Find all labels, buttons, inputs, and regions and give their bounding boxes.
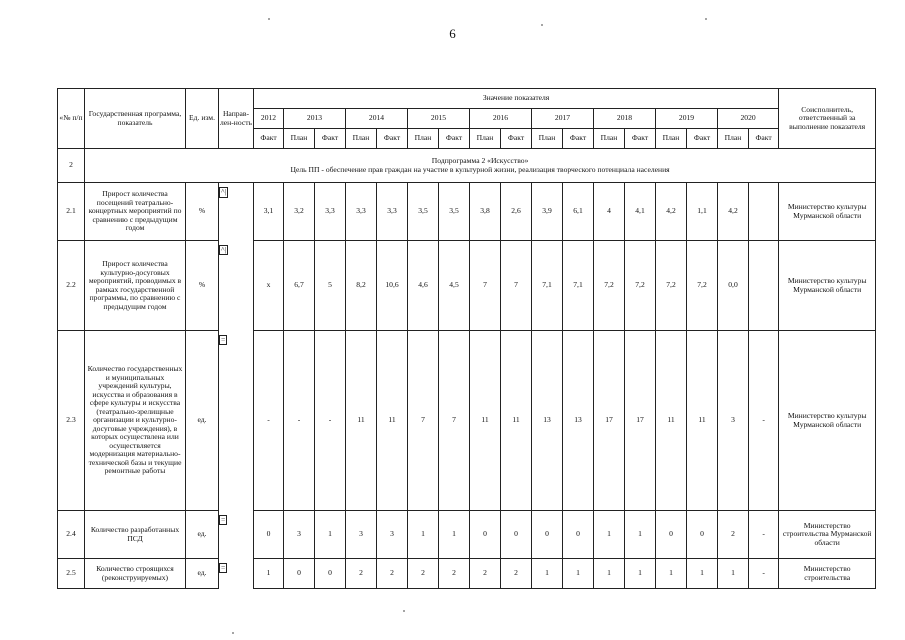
table-row [58, 331, 876, 511]
value-cell: 1 [254, 559, 284, 589]
year-2019: 2019 [656, 109, 718, 129]
value-cell: - [749, 511, 779, 559]
table-row [58, 183, 876, 241]
value-cell: 1 [439, 511, 470, 559]
value-cell: 11 [501, 331, 532, 511]
direction-icon: ^| [221, 244, 227, 254]
responsible-cell: Министерство строительства Мурманской области [779, 511, 876, 559]
value-cell: 11 [687, 331, 718, 511]
value-cell: 17 [625, 331, 656, 511]
value-cell: 2 [408, 559, 439, 589]
value-cell: 7,2 [687, 241, 718, 331]
value-cell: 7 [470, 241, 501, 331]
value-cell: 0,0 [718, 241, 749, 331]
subprogram-name: Подпрограмма 2 «Искусство» [431, 156, 529, 165]
unit-cell: ед. [186, 331, 219, 511]
fact-header: Факт [254, 129, 284, 149]
value-cell: 0 [532, 511, 563, 559]
value-cell: х [254, 241, 284, 331]
value-cell: 7,1 [563, 241, 594, 331]
row-number: 2.5 [58, 559, 85, 589]
header-unit: Ед. изм. [186, 89, 219, 149]
value-cell: 7,2 [625, 241, 656, 331]
value-cell: 1 [563, 559, 594, 589]
value-cell: 2,6 [501, 183, 532, 241]
scan-speck [705, 18, 707, 20]
value-cell: 3,5 [408, 183, 439, 241]
table-row [58, 511, 876, 559]
value-cell: - [749, 559, 779, 589]
indicator-name: Прирост количества культурно-досуговых мероприятий, проводимых в рамках государственной программы, по сравнению с предыдущим годом [85, 241, 186, 331]
value-cell: 0 [470, 511, 501, 559]
value-cell [749, 241, 779, 331]
value-cell: 17 [594, 331, 625, 511]
value-cell: 1 [625, 511, 656, 559]
value-cell: 1 [718, 559, 749, 589]
value-cell: 11 [346, 331, 377, 511]
value-cell: 0 [656, 511, 687, 559]
indicators-table [57, 88, 876, 589]
value-cell: 13 [563, 331, 594, 511]
plan-header: План [470, 129, 501, 149]
scan-speck [232, 632, 234, 634]
value-cell: 6,7 [284, 241, 315, 331]
year-2017: 2017 [532, 109, 594, 129]
year-2012: 2012 [254, 109, 284, 129]
indicator-name: Прирост количества посещений театрально-концертных мероприятий по сравнению с предыдущим годом [85, 183, 186, 241]
year-2015: 2015 [408, 109, 470, 129]
value-cell: 4,1 [625, 183, 656, 241]
responsible-cell: Министерство культуры Мурманской области [779, 331, 876, 511]
value-cell: - [284, 331, 315, 511]
value-cell: 11 [377, 331, 408, 511]
value-cell: 3 [346, 511, 377, 559]
direction-icon: = [221, 562, 226, 572]
value-cell: 4,5 [439, 241, 470, 331]
fact-header: Факт [439, 129, 470, 149]
value-cell: 3 [718, 331, 749, 511]
unit-cell: ед. [186, 559, 219, 589]
value-cell: 4,2 [656, 183, 687, 241]
subprogram-row [58, 149, 876, 183]
unit-cell: % [186, 183, 219, 241]
value-cell: 1 [656, 559, 687, 589]
table-row [58, 241, 876, 331]
value-cell: 0 [563, 511, 594, 559]
fact-header: Факт [501, 129, 532, 149]
value-cell: - [254, 331, 284, 511]
value-cell: 3,8 [470, 183, 501, 241]
unit-cell: % [186, 241, 219, 331]
subprogram-goal: Цель ПП - обеспечение прав граждан на участие в культурной жизни, реализация творческого потенциала населения [290, 164, 670, 174]
responsible-cell: Министерство культуры Мурманской области [779, 241, 876, 331]
row-number: 2.4 [58, 511, 85, 559]
responsible-cell: Министерство культуры Мурманской области [779, 183, 876, 241]
plan-header: План [284, 129, 315, 149]
indicator-name: Количество разработанных ПСД [85, 511, 186, 559]
direction-icon: = [221, 334, 226, 344]
value-cell: 2 [377, 559, 408, 589]
plan-header: План [532, 129, 563, 149]
value-cell: 3,2 [284, 183, 315, 241]
direction-icon: = [221, 514, 226, 524]
value-cell: 1 [625, 559, 656, 589]
header-program: Государственная программа, показатель [85, 89, 186, 149]
subprogram-title [85, 149, 876, 183]
fact-header: Факт [687, 129, 718, 149]
value-cell: 7,1 [532, 241, 563, 331]
value-cell: 11 [470, 331, 501, 511]
indicator-name: Количество государственных и муниципальных учреждений культуры, искусства и образования в сфере культуры и искусства (театрально-зрелищные организации и культурно-досуговые учреждения), в которых осуществлена или осуществляется модернизация материально-технической базы и текущие ремонтные работы [85, 331, 186, 511]
value-cell: 1,1 [687, 183, 718, 241]
value-cell: 3,9 [532, 183, 563, 241]
value-cell: 10,6 [377, 241, 408, 331]
direction-icon: ^| [221, 187, 227, 197]
value-cell: 1 [532, 559, 563, 589]
year-2018: 2018 [594, 109, 656, 129]
value-cell: 7,2 [656, 241, 687, 331]
value-cell: 4,2 [718, 183, 749, 241]
value-cell: 2 [718, 511, 749, 559]
value-cell: 11 [656, 331, 687, 511]
value-cell: 13 [532, 331, 563, 511]
scan-speck [541, 24, 543, 26]
plan-header: План [408, 129, 439, 149]
plan-header: План [718, 129, 749, 149]
header-responsible: Соисполнитель, ответственный за выполнение показателя [779, 89, 876, 149]
value-cell: 2 [346, 559, 377, 589]
value-cell: 7,2 [594, 241, 625, 331]
value-cell: - [315, 331, 346, 511]
value-cell: 0 [687, 511, 718, 559]
responsible-cell: Министерство строительства [779, 559, 876, 589]
value-cell: 7 [501, 241, 532, 331]
page-number: 6 [449, 26, 456, 41]
row-number: 2.2 [58, 241, 85, 331]
fact-header: Факт [315, 129, 346, 149]
value-cell: 4 [594, 183, 625, 241]
value-cell: 2 [501, 559, 532, 589]
unit-cell: ед. [186, 511, 219, 559]
value-cell: 6,1 [563, 183, 594, 241]
plan-header: План [656, 129, 687, 149]
value-cell: 0 [254, 511, 284, 559]
value-cell: 3,3 [377, 183, 408, 241]
row-number: 2.3 [58, 331, 85, 511]
value-cell: - [749, 331, 779, 511]
value-cell [749, 183, 779, 241]
header-value: Значение показателя [254, 89, 779, 109]
table-row [58, 559, 876, 589]
value-cell: 2 [470, 559, 501, 589]
plan-header: План [594, 129, 625, 149]
value-cell: 1 [408, 511, 439, 559]
fact-header: Факт [749, 129, 779, 149]
value-cell: 1 [687, 559, 718, 589]
value-cell: 5 [315, 241, 346, 331]
subprogram-num: 2 [58, 149, 85, 183]
value-cell: 7 [439, 331, 470, 511]
value-cell: 3,5 [439, 183, 470, 241]
fact-header: Факт [377, 129, 408, 149]
value-cell: 3 [284, 511, 315, 559]
year-2020: 2020 [718, 109, 779, 129]
year-2014: 2014 [346, 109, 408, 129]
value-cell: 4,6 [408, 241, 439, 331]
plan-header: План [346, 129, 377, 149]
scan-speck [403, 610, 405, 612]
value-cell: 1 [594, 511, 625, 559]
year-2016: 2016 [470, 109, 532, 129]
header-direction: Направ-лен-ность [219, 89, 254, 149]
fact-header: Факт [625, 129, 656, 149]
value-cell: 3,3 [346, 183, 377, 241]
value-cell: 3,1 [254, 183, 284, 241]
header-num: «№ п/п [58, 89, 85, 149]
value-cell: 0 [315, 559, 346, 589]
value-cell: 1 [315, 511, 346, 559]
fact-header: Факт [563, 129, 594, 149]
value-cell: 3 [377, 511, 408, 559]
value-cell: 1 [594, 559, 625, 589]
row-number: 2.1 [58, 183, 85, 241]
value-cell: 3,3 [315, 183, 346, 241]
value-cell: 0 [501, 511, 532, 559]
value-cell: 2 [439, 559, 470, 589]
scan-speck [268, 18, 270, 20]
indicator-name: Количество строящихся (реконструируемых) [85, 559, 186, 589]
value-cell: 7 [408, 331, 439, 511]
value-cell: 8,2 [346, 241, 377, 331]
value-cell: 0 [284, 559, 315, 589]
year-2013: 2013 [284, 109, 346, 129]
